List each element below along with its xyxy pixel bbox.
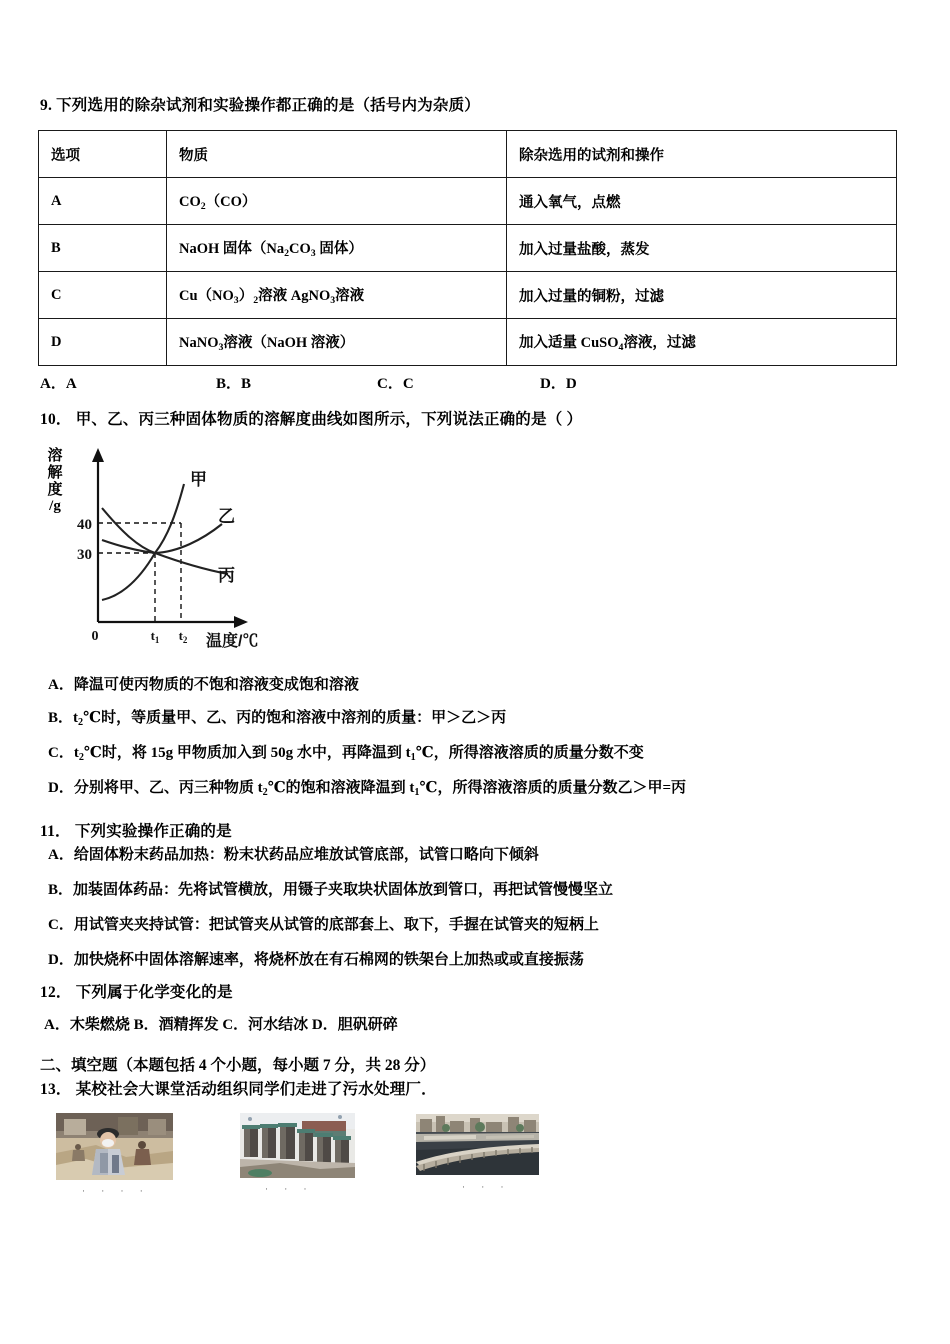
section-2-heading: 二、填空题（本题包括 4 个小题，每小题 7 分，共 28 分） xyxy=(40,1057,436,1074)
question-11-option-d[interactable]: D．加快烧杯中固体溶解速率，将烧杯放在有石棉网的铁架台上加热或或直接振荡 xyxy=(48,952,584,968)
chart-svg xyxy=(42,440,332,655)
question-10-option-c[interactable]: C．$t_2℃$时，将 15g 甲物质加入到 50g 水中，再降温到 $t_1℃$，所得溶液溶质的质量分数不变 xyxy=(48,745,644,763)
table-row xyxy=(39,225,897,272)
table-header-option: 选项 xyxy=(39,131,167,178)
table-header-substance: 物质 xyxy=(167,131,507,178)
question-10-text: 甲、乙、丙三种固体物质的溶解度曲线如图所示，下列说法正确的是（ ） xyxy=(75,411,583,428)
question-10-option-a[interactable]: A．降温可使丙物质的不饱和溶液变成饱和溶液 xyxy=(48,677,359,693)
question-10-number: 10． xyxy=(40,411,72,428)
x-tick-origin: 0 xyxy=(91,629,99,644)
table-cell-substance: $CO_2(CO)$ xyxy=(167,178,507,225)
question-12-text: 下列属于化学变化的是 xyxy=(75,984,233,1001)
table-cell-method: 加入过量的铜粉，过滤 xyxy=(507,272,897,319)
question-11-option-c[interactable]: C．用试管夹夹持试管：把试管夹从试管的底部套上、取下，手握在试管夹的短柄上 xyxy=(48,917,599,933)
photo-3-graphic xyxy=(416,1114,539,1175)
table-header-method: 除杂选用的试剂和操作 xyxy=(507,131,897,178)
question-11-option-a[interactable]: A．给固体粉末药品加热：粉末状药品应堆放试管底部，试管口略向下倾斜 xyxy=(48,847,539,863)
table-row xyxy=(39,319,897,366)
answer-choice-b[interactable]: B．B xyxy=(216,376,252,392)
photo-1-caption-dots: · · · · xyxy=(82,1186,150,1196)
answer-choice-d[interactable]: D．D xyxy=(540,376,577,392)
table-row xyxy=(39,272,897,319)
y-label-char-4: /g xyxy=(49,498,61,515)
question-9-text: 下列选用的除杂试剂和实验操作都正确的是（括号内为杂质） xyxy=(56,97,481,114)
y-axis-arrow xyxy=(92,448,104,462)
question-11-text: 下列实验操作正确的是 xyxy=(74,823,232,840)
table-row xyxy=(39,178,897,225)
question-13-text: 某校社会大课堂活动组织同学们走进了污水处理厂． xyxy=(75,1081,437,1098)
photo-1-graphic xyxy=(56,1113,173,1180)
curve-label-yi: 乙 xyxy=(218,507,235,526)
question-12-heading xyxy=(40,983,233,1004)
chart-guide-lines xyxy=(98,523,181,622)
question-9-heading xyxy=(40,96,480,117)
table-cell-option: D xyxy=(39,319,167,366)
answer-choice-c[interactable]: C．C xyxy=(377,376,414,392)
y-label-char-1: 溶 xyxy=(47,448,63,464)
question-9-number: 9. xyxy=(40,97,53,114)
table-cell-substance: NaNO$_3$溶液（NaOH 溶液） xyxy=(167,319,507,366)
treated-water-canal-photo xyxy=(416,1114,539,1175)
photo-3-caption-dots: · · · xyxy=(462,1182,511,1192)
photo-2-graphic xyxy=(240,1113,355,1178)
solubility-curve-chart xyxy=(42,440,332,655)
question-11-option-b[interactable]: B．加装固体药品：先将试管横放，用镊子夹取块状固体放到管口，再把试管慢慢坚立 xyxy=(48,882,614,898)
curve-label-jia: 甲 xyxy=(190,470,207,489)
question-13-heading xyxy=(40,1080,437,1101)
question-12-options[interactable]: A．木柴燃烧 B．酒精挥发 C．河水结冰 D．胆矾研碎 xyxy=(44,1017,398,1033)
table-cell-substance: NaOH 固体（$Na_2CO_3$ 固体） xyxy=(167,225,507,272)
x-axis-title: 温度/℃ xyxy=(206,633,259,650)
table-cell-substance: $Cu(NO_3)_2$溶液 AgNO$_3$溶液 xyxy=(167,272,507,319)
question-13-number: 13． xyxy=(40,1081,72,1098)
table-cell-option: B xyxy=(39,225,167,272)
sedimentation-tanks-photo xyxy=(240,1113,355,1178)
x-tick-t1: $t_1$ xyxy=(150,628,160,645)
question-10-option-b[interactable]: B．$t_2℃$时，等质量甲、乙、丙的饱和溶液中溶剂的质量：甲＞乙＞丙 xyxy=(48,710,507,728)
curve-jia xyxy=(102,484,184,600)
table-cell-option: C xyxy=(39,272,167,319)
table-cell-method: 加入过量盐酸，蒸发 xyxy=(507,225,897,272)
answer-choice-a[interactable]: A．A xyxy=(40,376,77,392)
question-10-option-d[interactable]: D．分别将甲、乙、丙三种物质 $t_2℃$的饱和溶液降温到 $t_1℃$，所得溶液溶质的质量分数乙＞甲=丙 xyxy=(48,780,687,798)
table-cell-method: 加入适量 CuSO$_4$溶液，过滤 xyxy=(507,319,897,366)
question-11-heading xyxy=(40,822,232,843)
curve-bing xyxy=(102,508,228,574)
y-label-char-3: 度 xyxy=(47,481,63,498)
table-cell-method: 通入氧气，点燃 xyxy=(507,178,897,225)
student-at-plant-photo xyxy=(56,1113,173,1180)
x-tick-t2: $t_2$ xyxy=(178,628,188,645)
chart-y-axis-label xyxy=(44,448,66,515)
impurity-removal-table xyxy=(38,130,897,366)
y-label-char-2: 解 xyxy=(47,464,63,481)
question-12-number: 12． xyxy=(40,984,72,1001)
table-cell-option: A xyxy=(39,178,167,225)
curve-label-bing: 丙 xyxy=(218,566,235,585)
x-axis-arrow xyxy=(234,616,248,628)
photo-2-caption-dots: · · · xyxy=(265,1184,314,1194)
question-11-number: 11． xyxy=(40,823,71,840)
table-header-row xyxy=(39,131,897,178)
y-tick-30: 30 xyxy=(77,547,92,563)
y-tick-40: 40 xyxy=(77,517,92,533)
chart-axes xyxy=(98,458,238,622)
question-10-heading xyxy=(40,410,582,431)
